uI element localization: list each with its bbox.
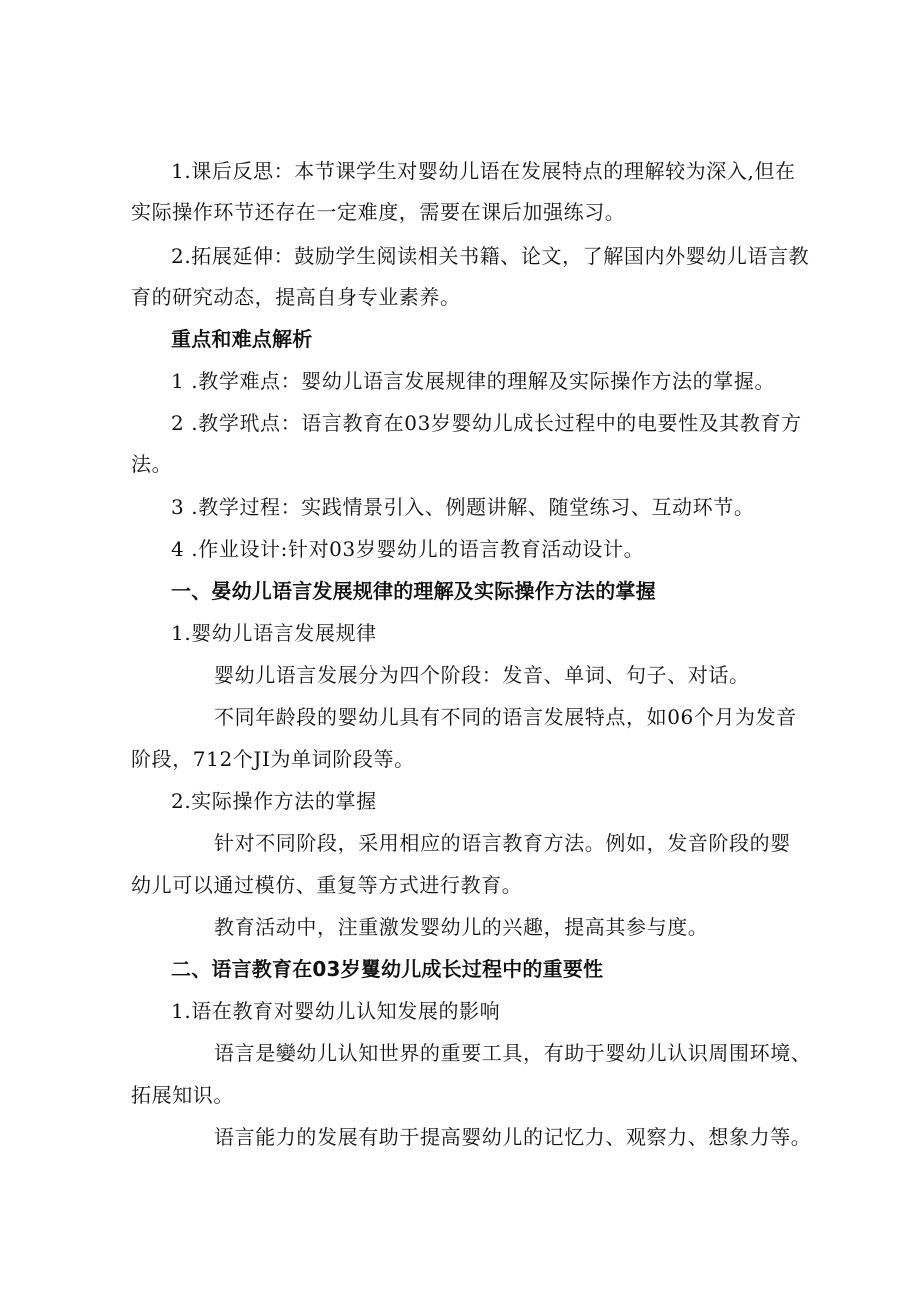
subheading-practical-methods: 2.实际操作方法的掌握 (171, 789, 377, 813)
subheading-language-law: 1.婴幼儿语言发展规律 (171, 621, 377, 645)
list-item-difficulty: 1 .教学难点：婴幼儿语言发展规律的理解及实际操作方法的掌握。 (171, 369, 776, 393)
paragraph-extension-line-2: 育的研究动态，提高自身专业素养。 (131, 285, 461, 309)
subheading-cognitive-impact: 1.语在教育对婴幼儿认知发展的影响 (171, 999, 501, 1023)
paragraph-four-stages: 婴幼儿语言发展分为四个阶段：发音、单词、句子、对话。 (214, 663, 750, 687)
list-item-key-point-line-1: 2 .教学玳点：语言教育在03岁婴幼儿成长过程中的电要性及其教育方 (171, 411, 802, 435)
section-heading-key-points: 重点和难点解析 (171, 327, 313, 351)
paragraph-abilities: 语言能力的发展有助于提高婴幼儿的记忆力、观察力、想象力等。 (214, 1125, 812, 1149)
paragraph-methods-line-1: 针对不同阶段，采用相应的语言教育方法。例如，发音阶段的婴 (214, 831, 791, 855)
paragraph-reflection-line-2: 实际操作环节还存在一定难度，需要在课后加强练习。 (131, 200, 626, 224)
paragraph-cognitive-tool-line-1: 语言是孌幼儿认知世界的重要工具，有助于婴幼儿认识周围环境、 (214, 1041, 812, 1065)
list-item-key-point-line-2: 法。 (131, 452, 173, 476)
paragraph-age-features-line-1: 不同年龄段的婴幼儿具有不同的语言发展特点，如06个月为发音 (214, 705, 797, 729)
paragraph-methods-line-2: 幼儿可以通过模仿、重复等方式进行教育。 (131, 873, 523, 897)
paragraph-extension-line-1: 2.拓展延伸：鼓励学生阅读相关书籍、论文，了解国内外婴幼儿语言教 (171, 244, 810, 268)
section-heading-two: 二、语言教育在03岁矍幼儿成长过程中的重要性 (171, 957, 604, 981)
list-item-homework: 4 .作业设计:针对03岁婴幼儿的语言教育活动设计。 (171, 537, 645, 561)
section-heading-one: 一、晏幼儿语言发展规律的理解及实际操作方法的掌握 (171, 579, 656, 603)
paragraph-reflection-line-1: 1.课后反思：本节课学生对婴幼儿语在发展特点的理解较为深入,但在 (171, 159, 796, 183)
list-item-process: 3 .教学过程：实践情景引入、例题讲解、随堂练习、互动环节。 (171, 495, 755, 519)
paragraph-cognitive-tool-line-2: 拓展知识。 (131, 1083, 234, 1107)
paragraph-interest: 教育活动中，注重激发婴幼儿的兴趣，提高其参与度。 (214, 915, 709, 939)
paragraph-age-features-line-2: 阶段，712个JI为单词阶段等。 (131, 747, 415, 771)
